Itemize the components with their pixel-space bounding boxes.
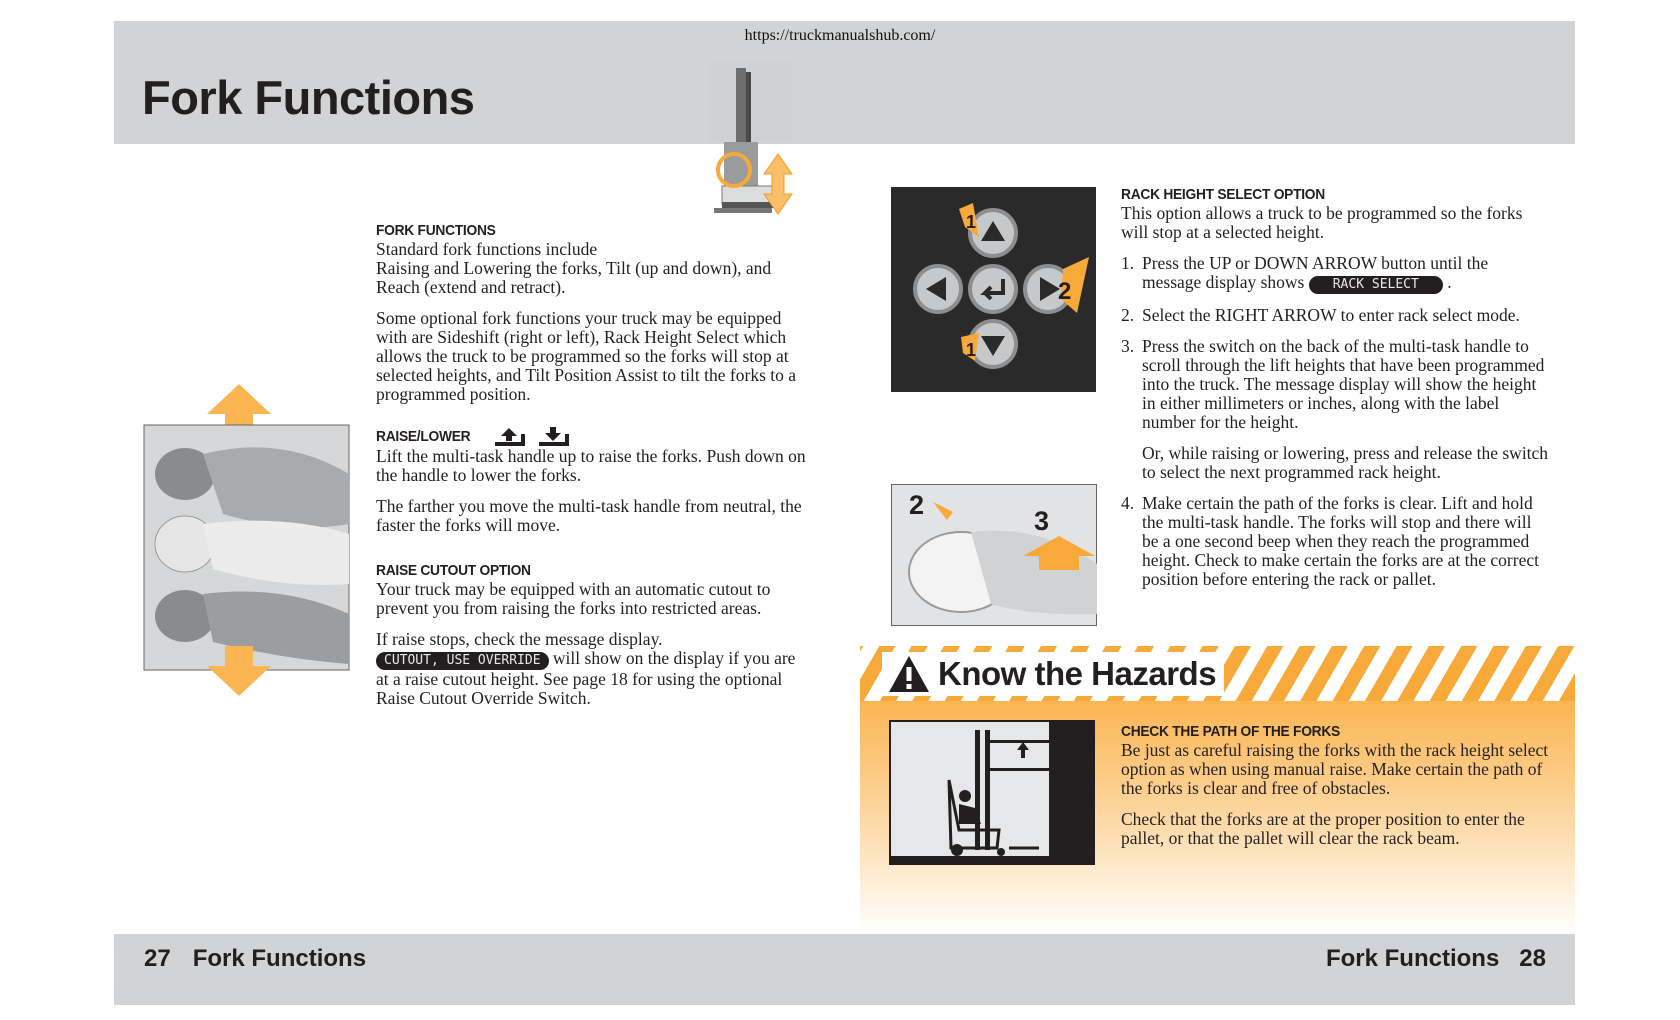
fork-functions-intro-line: Standard fork functions include (376, 239, 598, 259)
step-number: 1. (1121, 253, 1135, 273)
keypad-label-2: 2 (1058, 278, 1072, 305)
footer-left (144, 945, 366, 973)
step-text: Press the switch on the back of the multi-task handle to scroll through the lift heights that have been programmed into the truck. The message display will show the height in either millimeters or inches, along with the label number for the height. (1142, 336, 1545, 432)
hazard-heading: CHECK THE PATH OF THE FORKS (1121, 723, 1340, 740)
footer-right (1326, 945, 1546, 973)
cutout-override-lcd: CUTOUT, USE OVERRIDE (376, 652, 549, 670)
raise-lower-section (376, 426, 806, 547)
raise-cutout-section (376, 560, 806, 720)
raise-cutout-display-text (376, 630, 806, 708)
raise-icon (493, 426, 529, 448)
reach-truck-illustration (700, 62, 800, 227)
multi-task-handle-photo (143, 384, 351, 696)
warning-icon (888, 655, 930, 693)
handle-label-3: 3 (1034, 506, 1050, 536)
rack-height-section (1121, 184, 1551, 601)
hazard-text-section (1121, 721, 1557, 860)
raise-lower-speed-text: The farther you move the multi-task handle from neutral, the faster the forks will move. (376, 496, 802, 535)
footer-right-label: Fork Functions (1325, 945, 1500, 972)
raise-cutout-heading: RAISE CUTOUT OPTION (376, 562, 531, 579)
raise-cutout-override-text: will show on the display if you are at a raise cutout height. See page 18 for using the optional Raise Cutout Override Switch. (376, 648, 796, 708)
step-text-extra: Or, while raising or lowering, press and release the switch to select the next programmed rack height. (1142, 443, 1549, 482)
hazard-title: Know the Hazards (938, 655, 1217, 692)
lower-icon (537, 426, 573, 448)
hazard-text-2: Check that the forks are at the proper position to enter the pallet, or that the pallet will clear the rack beam. (1121, 809, 1525, 848)
step-text: Make certain the path of the forks is clear. Lift and hold the multi-task handle. The forks will stop and there will be a one second beep when they reach the programmed height. Check to make certain the forks are at the correct position before entering the rack or pallet. (1142, 493, 1539, 589)
step-number: 3. (1121, 336, 1135, 356)
raise-cutout-check-text: If raise stops, check the message display. (376, 629, 663, 649)
hazard-title-box (882, 652, 1224, 696)
keypad-label-1-bottom: 1 (966, 340, 977, 360)
step-text-end: . (1442, 272, 1452, 292)
step-number: 2. (1121, 305, 1135, 325)
rack-height-step (1121, 306, 1551, 325)
step-text: Select the RIGHT ARROW to enter rack select mode. (1142, 305, 1520, 325)
footer-left-label: Fork Functions (192, 945, 367, 972)
rack-height-step (1121, 254, 1551, 294)
raise-lower-text: Lift the multi-task handle up to raise the forks. Push down on the handle to lower the forks. (376, 446, 806, 485)
source-url: https://truckmanualshub.com/ (744, 27, 936, 44)
rack-select-lcd: RACK SELECT (1309, 276, 1443, 294)
handle-label-2: 2 (909, 490, 925, 520)
page-title: Fork Functions (142, 71, 475, 124)
step-text: Press the UP or DOWN ARROW button until the message display shows (1142, 253, 1489, 292)
step-number: 4. (1121, 493, 1135, 513)
rack-height-steps (1121, 254, 1551, 589)
page-number-left: 27 (144, 945, 171, 972)
page-number-right: 28 (1519, 945, 1546, 972)
fork-functions-section (376, 220, 806, 416)
hazard-text-1: Be just as careful raising the forks with the rack height select option as when using manual raise. Make certain the path of the forks is clear and free of obstacles. (1121, 740, 1549, 798)
rack-height-heading: RACK HEIGHT SELECT OPTION (1121, 186, 1325, 203)
raise-cutout-text: Your truck may be equipped with an automatic cutout to prevent you from raising the forks into restricted areas. (376, 579, 771, 618)
fork-functions-heading: FORK FUNCTIONS (376, 222, 496, 239)
rack-height-intro: This option allows a truck to be programmed so the forks will stop at a selected height. (1121, 203, 1523, 242)
rack-clearance-illustration (889, 720, 1095, 865)
keypad-label-1-top: 1 (966, 212, 977, 232)
fork-functions-optional: Some optional fork functions your truck may be equipped with are Sideshift (right or left), Rack Height Select which allows the truck to be programmed so the forks will stop at selected heights, and Tilt Position Assist to tilt the forks to a programmed position. (376, 308, 797, 404)
rack-height-step (1121, 337, 1551, 482)
rack-height-step (1121, 494, 1551, 589)
raise-lower-heading: RAISE/LOWER (376, 428, 471, 445)
fork-functions-intro: Raising and Lowering the forks, Tilt (up and down), and Reach (extend and retract). (376, 258, 772, 297)
